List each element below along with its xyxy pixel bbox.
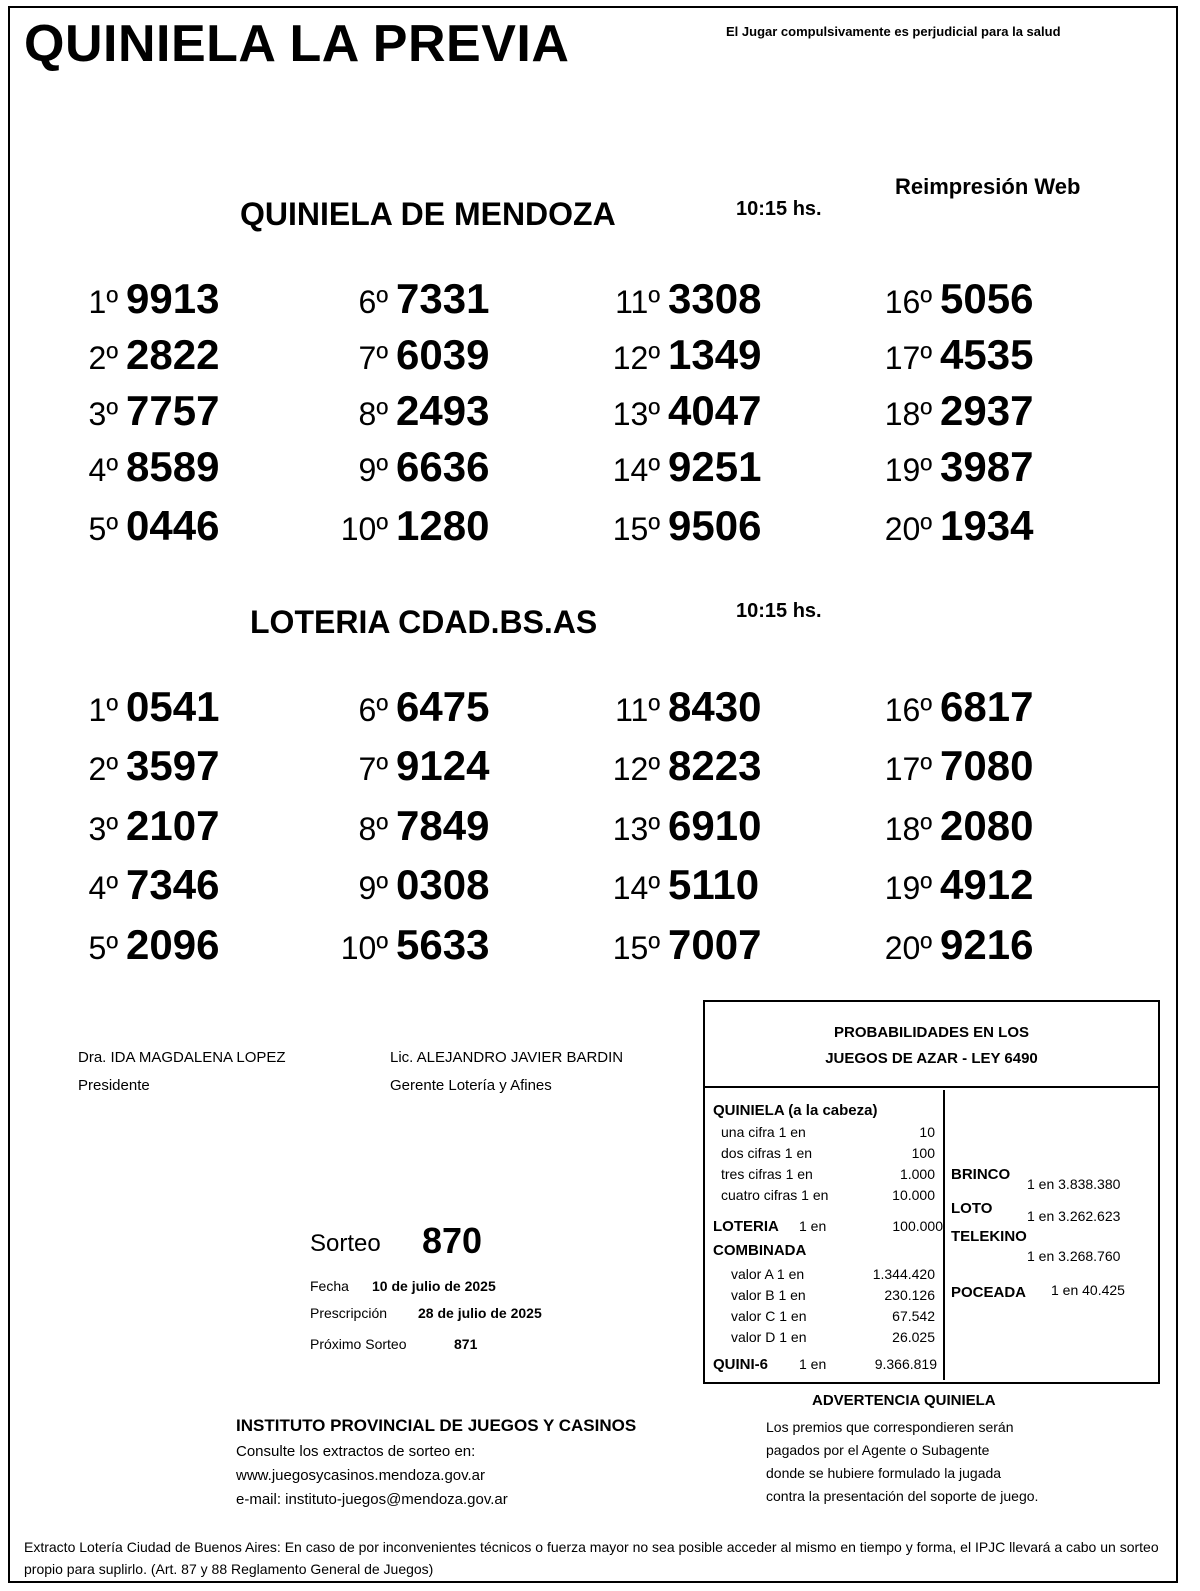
mendoza-result-11 (600, 275, 761, 323)
loto-label: LOTO (951, 1200, 993, 1217)
prob-row-value: 230.126 (884, 1287, 935, 1303)
result-position: 15º (612, 511, 660, 547)
result-position: 1º (88, 692, 118, 728)
result-number: 0541 (126, 683, 220, 730)
result-position: 19º (884, 452, 932, 488)
loteria-result-9 (350, 861, 489, 909)
loteria-result-2 (80, 742, 219, 790)
result-number: 9506 (668, 502, 762, 549)
result-number: 6475 (396, 683, 490, 730)
quini6-prob-label: QUINI-6 (713, 1356, 769, 1373)
result-position: 7º (358, 751, 388, 787)
mendoza-result-10 (328, 502, 489, 550)
probabilities-header (705, 1002, 1158, 1088)
result-position: 2º (88, 751, 118, 787)
quini6-prob-value: 9.366.819 (874, 1356, 937, 1372)
result-position: 9º (358, 452, 388, 488)
poceada-value: 1 en 40.425 (1051, 1282, 1125, 1298)
result-number: 5633 (396, 921, 490, 968)
result-position: 9º (358, 870, 388, 906)
loteria-time: 10:15 hs. (736, 600, 822, 622)
loteria-result-3 (80, 802, 219, 850)
prob-row-label: valor A 1 en (731, 1266, 805, 1282)
result-number: 4535 (940, 331, 1034, 378)
result-position: 14º (612, 452, 660, 488)
result-position: 19º (884, 870, 932, 906)
result-number: 3308 (668, 275, 762, 322)
result-position: 12º (612, 340, 660, 376)
loteria-result-11 (600, 683, 761, 731)
result-number: 6910 (668, 802, 762, 849)
result-number: 9251 (668, 443, 762, 490)
prob-row-value: 10 (919, 1124, 935, 1140)
institute-line-1: Consulte los extractos de sorteo en: (236, 1443, 476, 1460)
result-number: 1349 (668, 331, 762, 378)
result-position: 6º (358, 692, 388, 728)
loteria-result-1 (80, 683, 219, 731)
probabilities-title-1: PROBABILIDADES EN LOS (833, 1024, 1029, 1041)
mendoza-result-13 (600, 387, 761, 435)
page-title: QUINIELA LA PREVIA (24, 15, 570, 73)
mendoza-result-17 (872, 331, 1033, 379)
result-number: 8430 (668, 683, 762, 730)
loteria-result-5 (80, 921, 219, 969)
result-number: 4047 (668, 387, 762, 434)
result-number: 1934 (940, 502, 1034, 549)
prob-row-value: 1.000 (899, 1166, 935, 1182)
prob-row-label: dos cifras 1 en (721, 1145, 813, 1161)
institute-contact (236, 1440, 508, 1512)
mendoza-result-7 (350, 331, 489, 379)
mendoza-result-6 (350, 275, 489, 323)
mendoza-result-18 (872, 387, 1033, 435)
advertencia-line-1: Los premios que correspondieren serán (766, 1419, 1014, 1435)
result-number: 5110 (668, 861, 760, 908)
poceada-label: POCEADA (951, 1284, 1027, 1301)
result-number: 2107 (126, 802, 220, 849)
result-position: 7º (358, 340, 388, 376)
result-number: 0308 (396, 861, 490, 908)
advertencia-title: ADVERTENCIA QUINIELA (812, 1392, 996, 1409)
sorteo-number: 870 (422, 1220, 483, 1261)
probabilities-box (703, 1000, 1160, 1384)
reprint-label: Reimpresión Web (895, 174, 1081, 199)
result-number: 6636 (396, 443, 490, 490)
result-position: 10º (340, 930, 388, 966)
result-position: 20º (884, 930, 932, 966)
signature-left (78, 1044, 286, 1100)
prob-row-value: 10.000 (892, 1187, 935, 1203)
advertencia-text (766, 1416, 1038, 1508)
signature-right-name: Lic. ALEJANDRO JAVIER BARDIN (390, 1049, 624, 1066)
loteria-prob-en: 1 en (799, 1218, 827, 1234)
footer-note: Extracto Lotería Ciudad de Buenos Aires: En caso de por inconvenientes técnicos o fuerza mayor no sea posible acceder al mismo en tiempo y forma, el IPJC llevará a cabo un sorteo propio para suplirlo. (Art. 87 y 88 Reglamento General de Juegos) (24, 1539, 1159, 1577)
result-position: 18º (884, 811, 932, 847)
result-number: 7080 (940, 742, 1034, 789)
result-position: 3º (88, 811, 118, 847)
result-position: 8º (358, 811, 388, 847)
result-number: 2080 (940, 802, 1034, 849)
institute-website[interactable]: www.juegosycasinos.mendoza.gov.ar (236, 1467, 486, 1484)
loteria-result-20 (872, 921, 1033, 969)
institute-name: INSTITUTO PROVINCIAL DE JUEGOS Y CASINOS (236, 1416, 637, 1435)
loteria-result-19 (872, 861, 1033, 909)
result-number: 8223 (668, 742, 762, 789)
loteria-result-7 (350, 742, 489, 790)
result-number: 3987 (940, 443, 1034, 490)
prob-row-label: tres cifras 1 en (721, 1166, 813, 1182)
result-position: 17º (884, 751, 932, 787)
prob-row-value: 1.344.420 (872, 1266, 935, 1282)
prob-row-label: cuatro cifras 1 en (721, 1187, 829, 1203)
result-number: 2096 (126, 921, 220, 968)
result-number: 4912 (940, 861, 1034, 908)
prob-row-label: una cifra 1 en (721, 1124, 806, 1140)
prob-row-label: valor B 1 en (731, 1287, 806, 1303)
result-position: 4º (88, 870, 118, 906)
loteria-result-14 (600, 861, 759, 909)
result-position: 13º (612, 811, 660, 847)
loteria-result-17 (872, 742, 1033, 790)
sorteo-label: Sorteo (310, 1230, 381, 1257)
mendoza-result-12 (600, 331, 761, 379)
result-position: 16º (884, 284, 932, 320)
mendoza-result-14 (600, 443, 761, 491)
proximo-label: Próximo Sorteo (310, 1336, 407, 1352)
result-number: 7331 (396, 275, 490, 322)
prob-row-label: valor D 1 en (731, 1329, 807, 1345)
signature-right-role: Gerente Lotería y Afines (390, 1077, 552, 1094)
result-number: 2937 (940, 387, 1034, 434)
result-number: 3597 (126, 742, 220, 789)
result-number: 2493 (396, 387, 490, 434)
result-position: 14º (612, 870, 660, 906)
advertencia-line-2: pagados por el Agente o Subagente (766, 1442, 990, 1458)
result-number: 7007 (668, 921, 762, 968)
result-number: 7346 (126, 861, 220, 908)
result-position: 15º (612, 930, 660, 966)
result-position: 16º (884, 692, 932, 728)
loteria-result-13 (600, 802, 761, 850)
mendoza-result-16 (872, 275, 1033, 323)
mendoza-result-9 (350, 443, 489, 491)
result-position: 1º (88, 284, 118, 320)
loto-value: 1 en 3.262.623 (1027, 1208, 1121, 1224)
result-position: 17º (884, 340, 932, 376)
loteria-result-10 (328, 921, 489, 969)
result-position: 4º (88, 452, 118, 488)
result-position: 10º (340, 511, 388, 547)
health-warning: El Jugar compulsivamente es perjudicial para la salud (726, 24, 1061, 39)
mendoza-result-5 (80, 502, 219, 550)
mendoza-result-3 (80, 387, 219, 435)
telekino-value: 1 en 3.268.760 (1027, 1248, 1121, 1264)
mendoza-result-1 (80, 275, 219, 323)
result-position: 5º (88, 930, 118, 966)
mendoza-result-20 (872, 502, 1033, 550)
prob-row-value: 26.025 (892, 1329, 935, 1345)
signature-left-role: Presidente (78, 1077, 150, 1094)
result-position: 11º (615, 284, 660, 320)
result-position: 8º (358, 396, 388, 432)
prob-row-label: valor C 1 en (731, 1308, 807, 1324)
result-number: 6817 (940, 683, 1034, 730)
prescripcion-label: Prescripción (310, 1305, 388, 1321)
loteria-prob-label: LOTERIA (713, 1218, 779, 1235)
fecha-value: 10 de julio de 2025 (372, 1278, 496, 1294)
result-number: 1280 (396, 502, 490, 549)
quiniela-prob-title: QUINIELA (a la cabeza) (713, 1102, 878, 1119)
result-number: 7849 (396, 802, 490, 849)
result-position: 20º (884, 511, 932, 547)
prob-row-value: 67.542 (892, 1308, 935, 1324)
loteria-result-4 (80, 861, 219, 909)
signature-right (390, 1044, 623, 1100)
result-position: 13º (612, 396, 660, 432)
advertencia-line-3: donde se hubiere formulado la jugada (766, 1465, 1002, 1481)
advertencia-line-4: contra la presentación del soporte de juego. (766, 1488, 1039, 1504)
loteria-result-18 (872, 802, 1033, 850)
mendoza-result-8 (350, 387, 489, 435)
result-number: 9913 (126, 275, 220, 322)
prob-row-value: 100 (911, 1145, 935, 1161)
result-number: 7757 (126, 387, 220, 434)
result-position: 6º (358, 284, 388, 320)
mendoza-time: 10:15 hs. (736, 198, 822, 220)
result-position: 11º (615, 692, 660, 728)
result-position: 3º (88, 396, 118, 432)
result-number: 0446 (126, 502, 220, 549)
quini6-prob-en: 1 en (799, 1356, 827, 1372)
result-position: 5º (88, 511, 118, 547)
mendoza-title: QUINIELA DE MENDOZA (240, 196, 616, 232)
loteria-result-12 (600, 742, 761, 790)
loteria-result-15 (600, 921, 761, 969)
result-number: 5056 (940, 275, 1034, 322)
proximo-value: 871 (454, 1336, 478, 1352)
mendoza-result-4 (80, 443, 219, 491)
mendoza-result-19 (872, 443, 1033, 491)
fecha-label: Fecha (310, 1278, 349, 1294)
result-position: 2º (88, 340, 118, 376)
combinada-prob-title: COMBINADA (713, 1242, 807, 1259)
mendoza-result-2 (80, 331, 219, 379)
probabilities-title-2: JUEGOS DE AZAR - LEY 6490 (825, 1050, 1038, 1067)
signature-left-name: Dra. IDA MAGDALENA LOPEZ (78, 1049, 286, 1066)
result-position: 18º (884, 396, 932, 432)
result-number: 2822 (126, 331, 220, 378)
loteria-result-8 (350, 802, 489, 850)
result-number: 9124 (396, 742, 490, 789)
brinco-value: 1 en 3.838.380 (1027, 1176, 1121, 1192)
result-number: 8589 (126, 443, 220, 490)
probabilities-left-column (707, 1090, 945, 1380)
prescripcion-value: 28 de julio de 2025 (418, 1305, 542, 1321)
result-number: 9216 (940, 921, 1034, 968)
loteria-result-6 (350, 683, 489, 731)
telekino-label: TELEKINO (951, 1228, 1027, 1245)
mendoza-result-15 (600, 502, 761, 550)
loteria-result-16 (872, 683, 1033, 731)
result-number: 6039 (396, 331, 490, 378)
result-position: 12º (612, 751, 660, 787)
loteria-title: LOTERIA CDAD.BS.AS (250, 604, 598, 640)
brinco-label: BRINCO (951, 1166, 1011, 1183)
institute-email[interactable]: e-mail: instituto-juegos@mendoza.gov.ar (236, 1491, 508, 1508)
loteria-prob-value: 100.000 (892, 1218, 943, 1234)
